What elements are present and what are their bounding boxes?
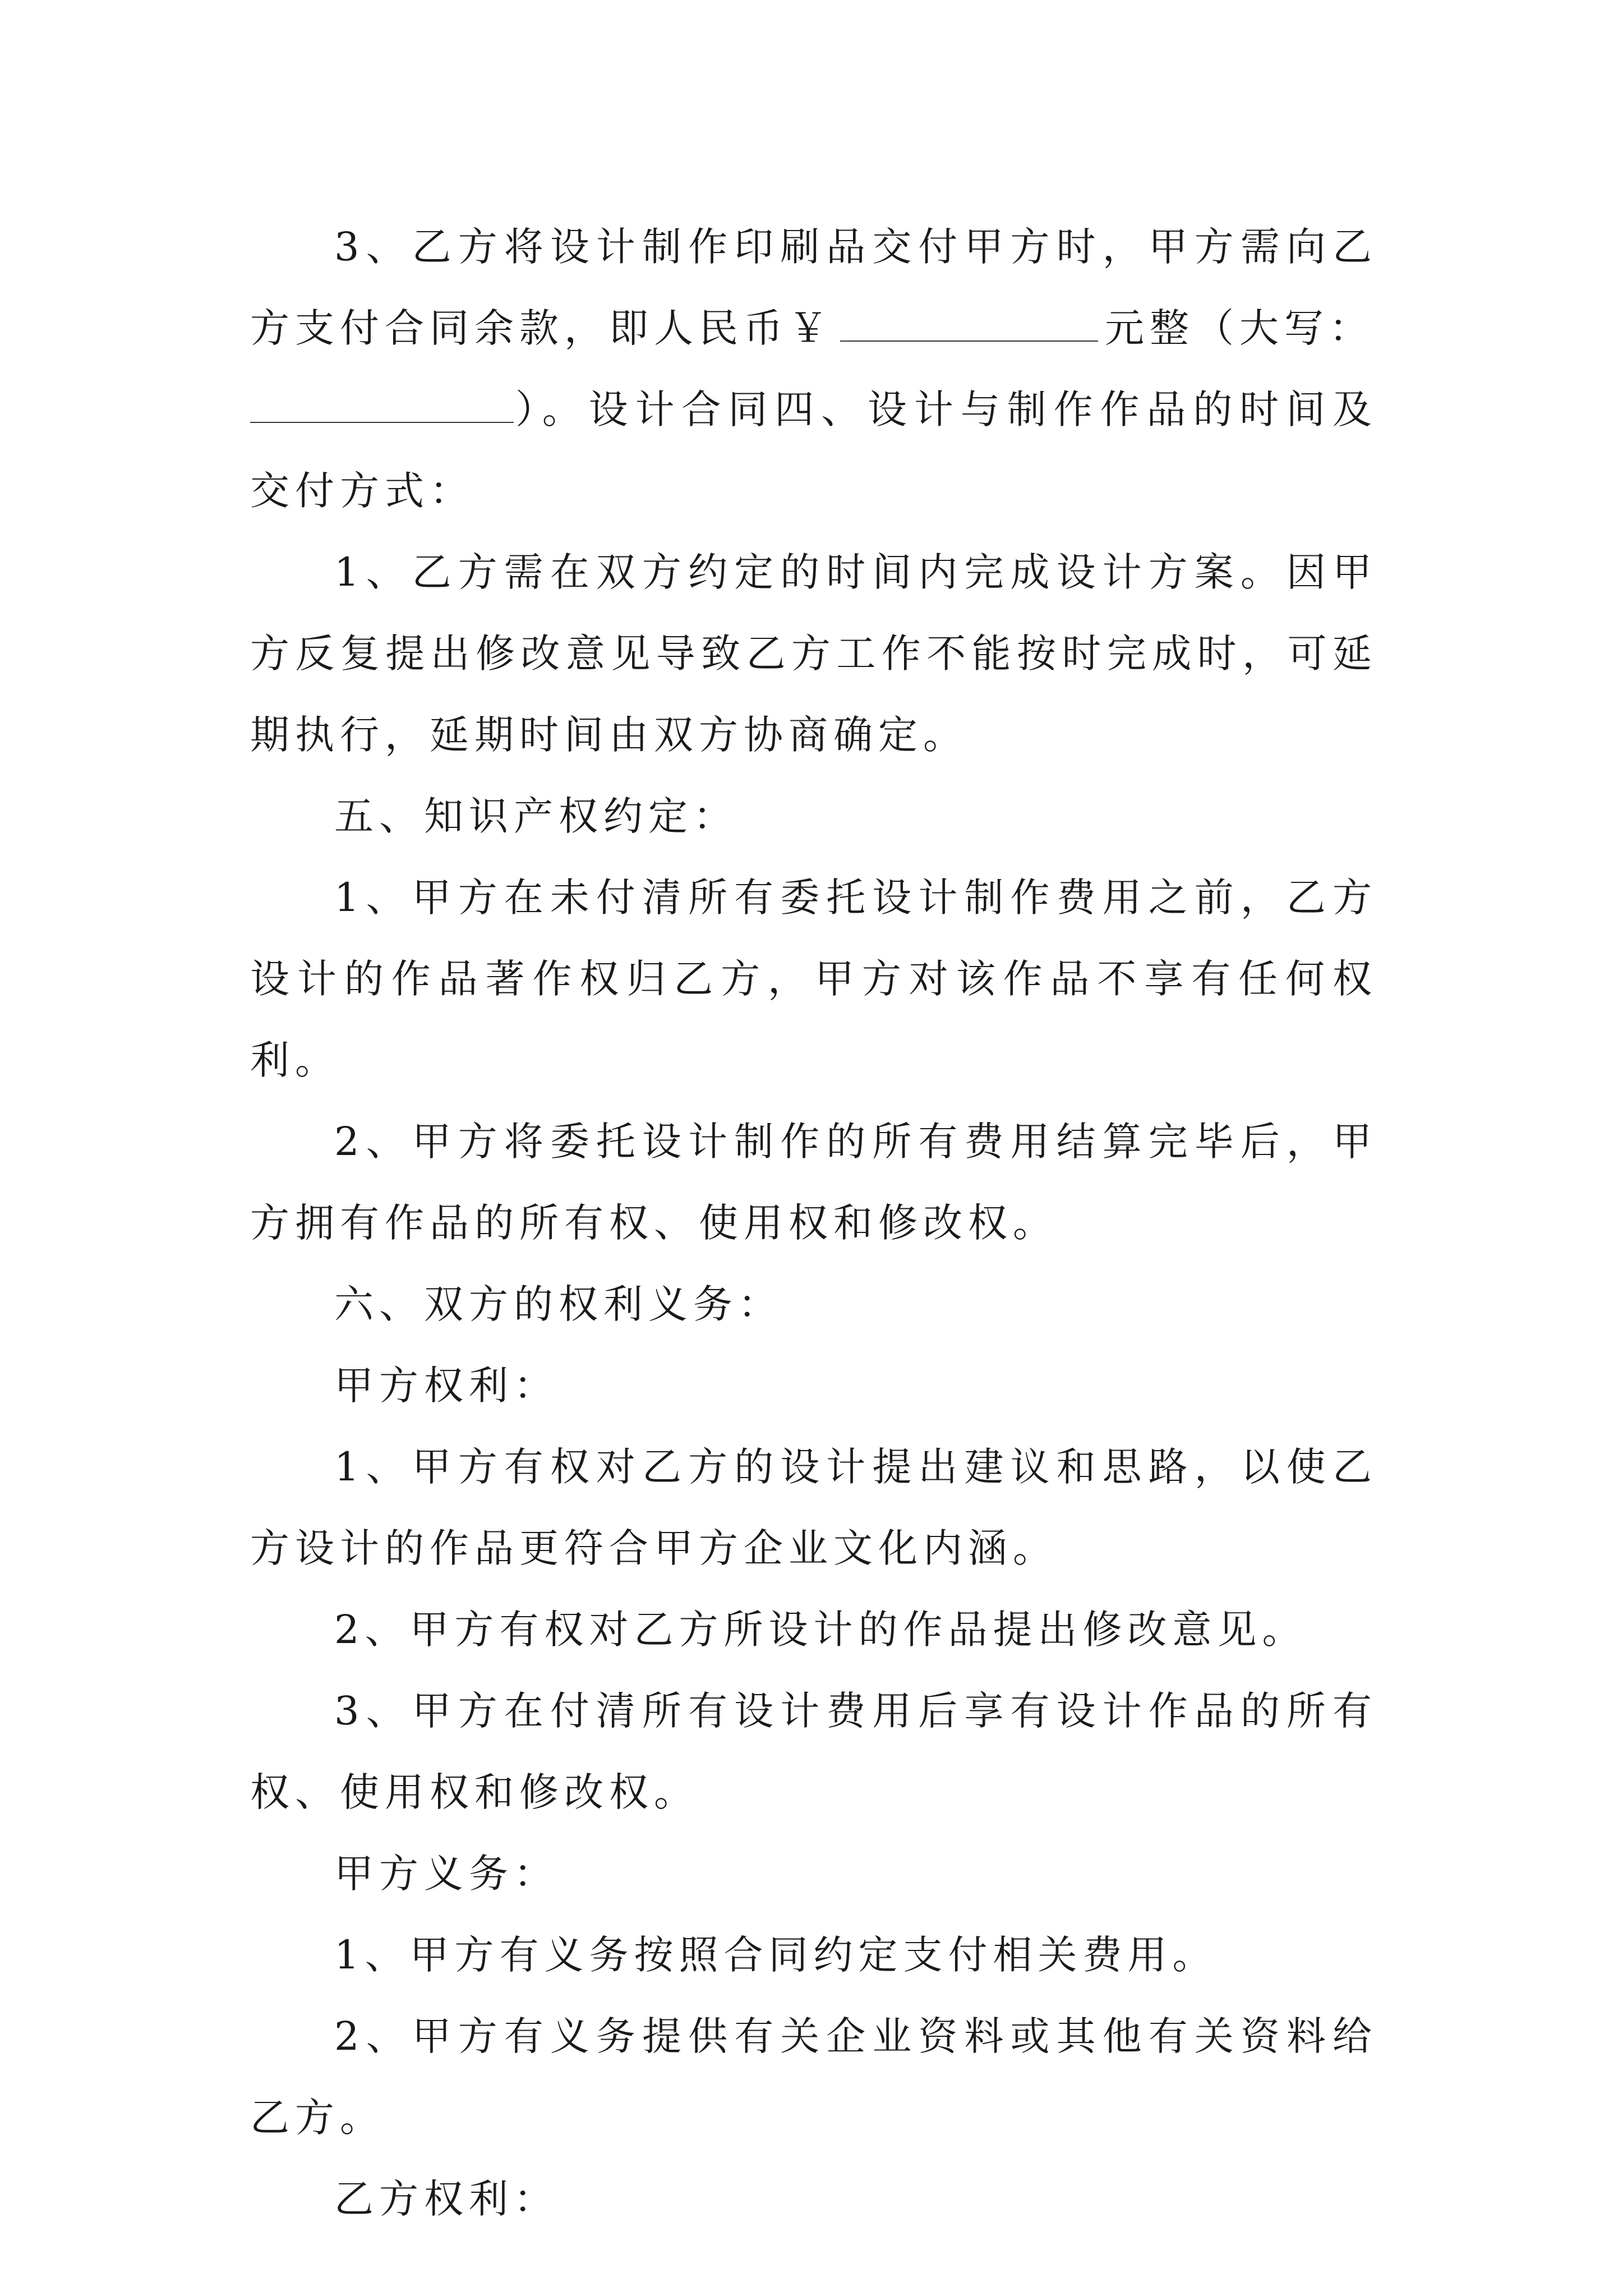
- document-body: [250, 206, 1377, 2240]
- paragraph-party-a-obligation-1: 1、甲方有义务按照合同约定支付相关费用。: [334, 1932, 1218, 1978]
- paragraph-text: 3、乙方将设计制作印刷品交付甲方时，甲方需向乙方支付合同余款，即人民币￥: [250, 224, 1377, 351]
- section-heading-rights-obligations: 六、双方的权利义务：: [334, 1281, 783, 1327]
- paragraph-ip-before-payment: 1、甲方在未付清所有委托设计制作费用之前，乙方设计的作品著作权归乙方，甲方对该作品不享有任何权利。: [250, 875, 1377, 1083]
- paragraph-ip-after-payment: 2、甲方将委托设计制作的所有费用结算完毕后，甲方拥有作品的所有权、使用权和修改权。: [250, 1119, 1377, 1246]
- amount-blank-field: [840, 308, 1098, 342]
- paragraph-party-a-obligation-2: 2、甲方有义务提供有关企业资料或其他有关资料给乙方。: [250, 2013, 1377, 2141]
- paragraph-design-timeline: 1、乙方需在双方约定的时间内完成设计方案。因甲方反复提出修改意见导致乙方工作不能按时完成时，可延期执行，延期时间由双方协商确定。: [250, 549, 1377, 758]
- paragraph-payment-balance: [250, 206, 1377, 532]
- amount-in-words-blank-field: [250, 389, 514, 423]
- section-heading-ip: 五、知识产权约定：: [334, 793, 738, 839]
- subheading-party-a-obligations: 甲方义务：: [334, 1851, 559, 1897]
- paragraph-party-a-right-1: 1、甲方有权对乙方的设计提出建议和思路，以使乙方设计的作品更符合甲方企业文化内涵。: [250, 1444, 1377, 1571]
- paragraph-text: ）。设计合同四、设计与制作作品的时间及交付方式：: [250, 386, 1377, 514]
- paragraph-party-a-right-2: 2、甲方有权对乙方所设计的作品提出修改意见。: [334, 1607, 1307, 1653]
- paragraph-party-a-right-3: 3、甲方在付清所有设计费用后享有设计作品的所有权、使用权和修改权。: [250, 1688, 1377, 1815]
- subheading-party-b-rights: 乙方权利：: [334, 2176, 559, 2222]
- subheading-party-a-rights: 甲方权利：: [334, 1363, 559, 1409]
- paragraph-text: 元整（大写：: [1105, 305, 1374, 351]
